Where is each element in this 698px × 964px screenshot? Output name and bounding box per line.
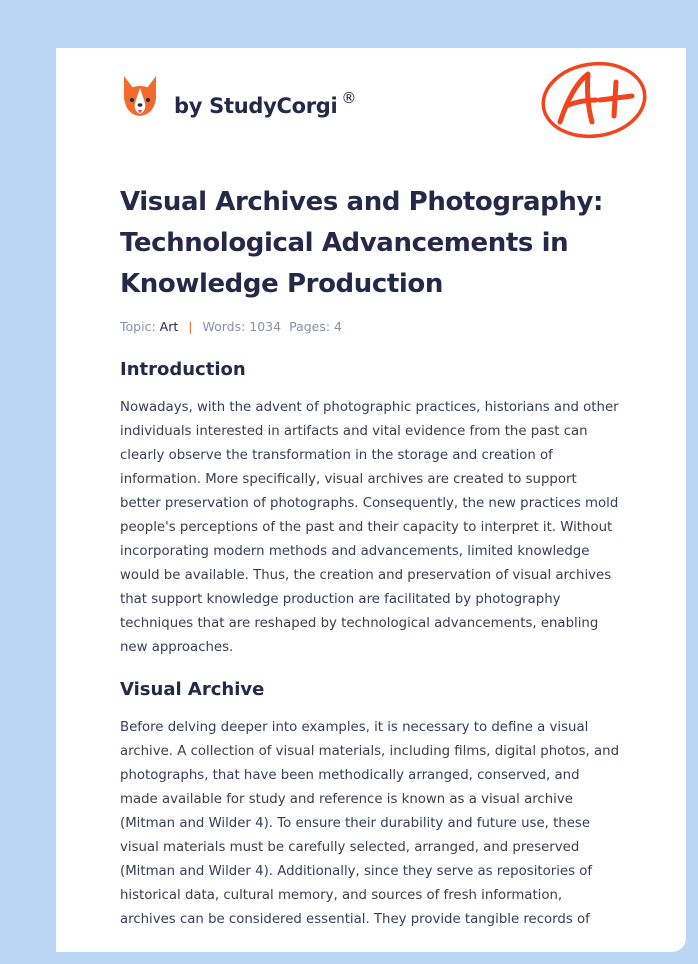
section-heading: Visual Archive <box>120 679 265 700</box>
section-heading: Introduction <box>120 359 246 380</box>
document-page <box>56 48 686 952</box>
grade-stamp-icon <box>536 56 652 146</box>
article-content <box>120 182 620 932</box>
paper-title: Visual Archives and Photography: Technological Advancements in Knowledge Production <box>120 187 604 299</box>
brand-text: by StudyCorgi <box>174 94 338 118</box>
corgi-logo-icon[interactable] <box>120 74 160 120</box>
section-introduction <box>120 358 620 660</box>
header <box>56 48 686 158</box>
section-visual-archive <box>120 678 620 932</box>
topic-link[interactable]: Art <box>159 319 179 334</box>
registered-mark: ® <box>341 89 357 107</box>
topic-label: Topic: <box>120 319 156 334</box>
meta-separator: | <box>188 319 193 334</box>
paper-meta <box>120 319 620 334</box>
section-paragraph: Nowadays, with the advent of photographic practices, historians and other individuals interested in artifacts and vital evidence from the past can clearly observe the transformation in the storage and creation of information. More specifically, visual archives are created to support better preservation of photographs. Consequently, the new practices mold people's perceptions of the past and their capacity to interpret it. Without incorporating modern methods and advancements, limited knowledge would be available. Thus, the creation and preservation of visual archives that support knowledge production are facilitated by photography techniques that are reshaped by technological advancements, enabling new approaches. <box>120 400 619 655</box>
page-count: Pages: 4 <box>289 319 343 334</box>
section-paragraph: Before delving deeper into examples, it is necessary to define a visual archive. A collection of visual materials, including films, digital photos, and photographs, that have been methodically arranged, conserved, and made available for study and reference is known as a visual archive (Mitman and Wilder 4). To ensure their durability and future use, these visual materials must be carefully selected, arranged, and preserved (Mitman and Wilder 4). Additionally, since they serve as repositories of historical data, cultural memory, and sources of fresh information, archives can be considered essential. They provide tangible records of <box>120 720 620 927</box>
brand-name[interactable] <box>174 89 357 118</box>
word-count: Words: 1034 <box>202 319 282 334</box>
